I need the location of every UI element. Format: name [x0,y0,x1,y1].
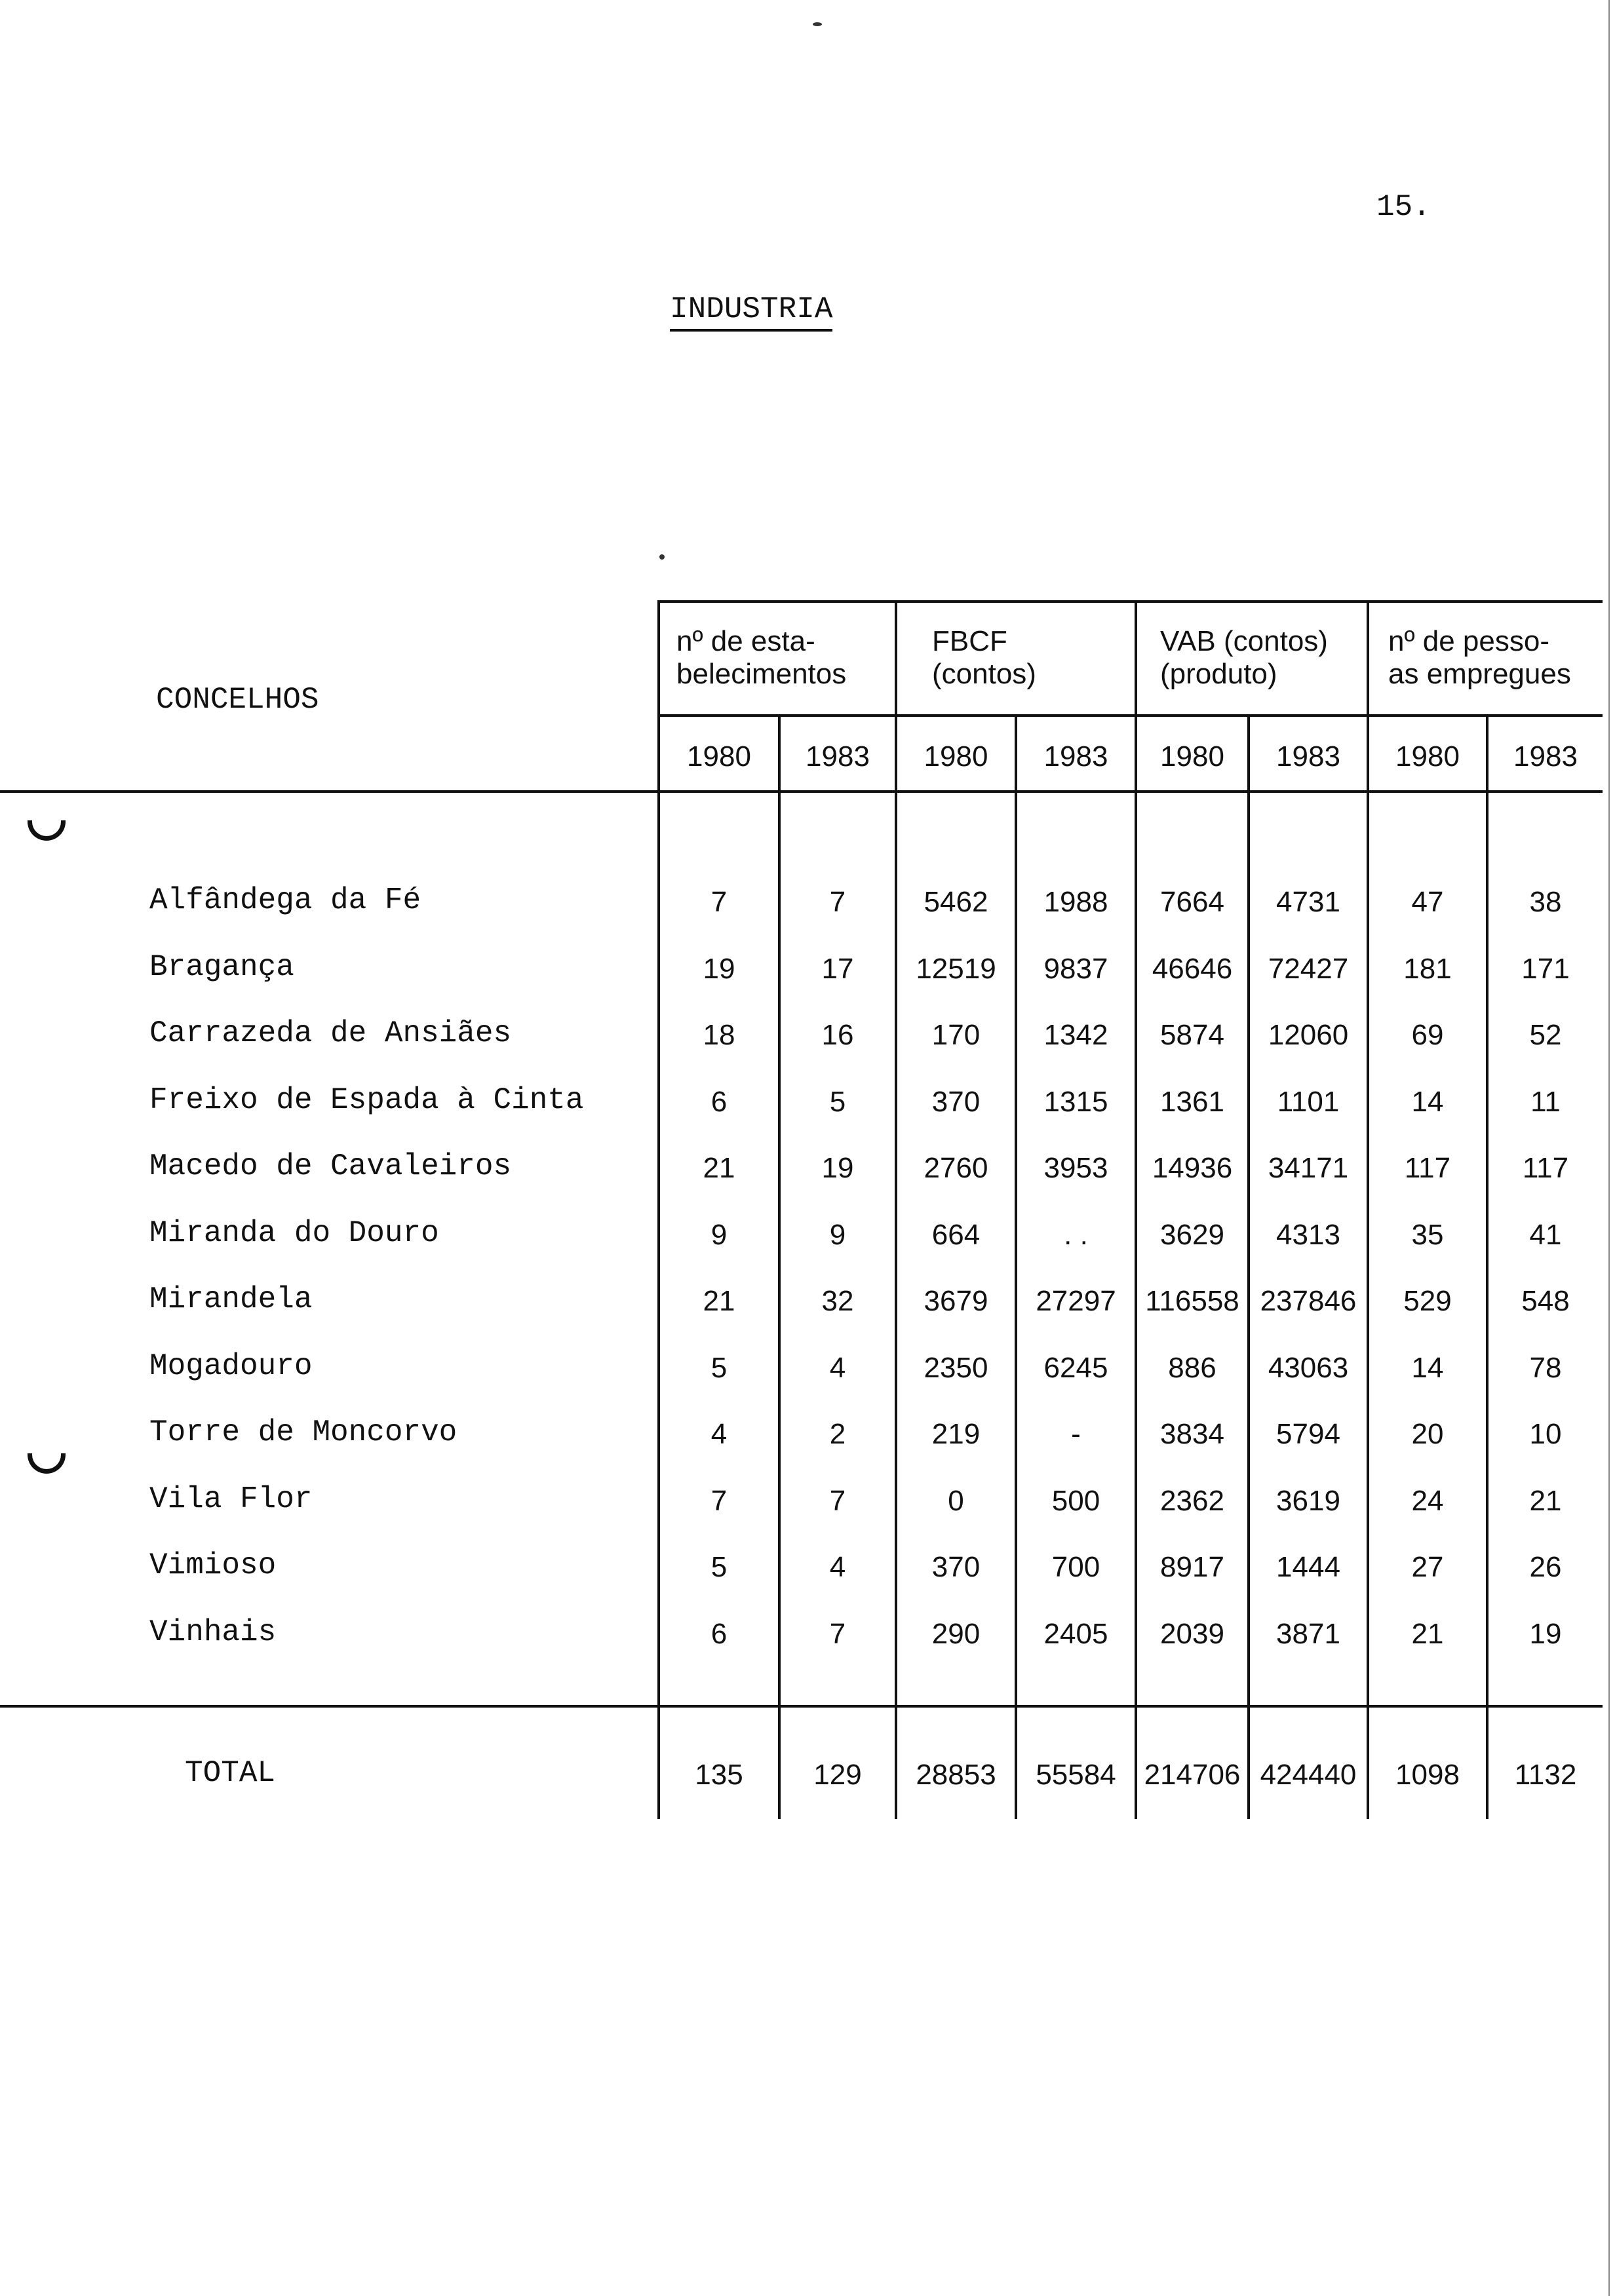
table-cell: 43063 [1268,1352,1349,1384]
year-header: 1980 [1160,740,1224,773]
table-cell: 5794 [1276,1418,1340,1450]
table-cell: 20 [1411,1418,1444,1450]
table-cell: 7 [829,1485,846,1517]
table-cell: 27 [1411,1551,1444,1583]
table-cell: 19 [703,953,735,985]
table-cell: 26 [1529,1551,1562,1583]
total-cell: 214706 [1144,1759,1241,1791]
table-cell: 35 [1411,1219,1444,1251]
col-rule [1247,714,1250,1819]
speck [659,554,665,560]
table-cell: 2350 [924,1352,988,1384]
table-cell: 1315 [1043,1086,1108,1118]
group-header-line2: (produto) [1160,658,1277,690]
table-cell: 69 [1411,1019,1444,1051]
total-cell: 55584 [1036,1759,1116,1791]
table-cell: 3619 [1276,1485,1340,1517]
concelho-name: Miranda do Douro [149,1216,439,1250]
table-cell: 21 [703,1285,735,1317]
table-cell: 21 [1529,1485,1562,1517]
year-header: 1983 [1513,740,1578,773]
table-cell: 6 [710,1086,728,1118]
table-cell: 1342 [1043,1019,1108,1051]
year-header: 1980 [687,740,751,773]
table-cell: 3629 [1160,1219,1224,1251]
table-cell: 17 [821,953,854,985]
table-cell: 7 [710,886,728,918]
group-header-line1: VAB (contos) [1160,625,1328,657]
total-cell: 424440 [1260,1759,1357,1791]
table-cell: 3953 [1043,1152,1108,1184]
table-cell: 12060 [1268,1019,1349,1051]
table-cell: 886 [1168,1352,1216,1384]
table-cell: 8917 [1160,1551,1224,1583]
table-cell: 4731 [1276,886,1340,918]
table-cell: 219 [931,1418,981,1450]
table-cell: 5 [829,1086,846,1118]
total-cell: 135 [695,1759,743,1791]
table-cell: 19 [821,1152,854,1184]
table-cell: 117 [1404,1152,1451,1184]
table-cell: 529 [1403,1285,1452,1317]
table-cell: 2039 [1160,1618,1224,1650]
group-header-line2: as empregues [1388,658,1571,690]
table-cell: 7 [829,886,846,918]
concelho-name: Torre de Moncorvo [149,1415,457,1449]
table-cell: 24 [1411,1485,1444,1517]
table-cell: 4 [829,1551,846,1583]
total-cell: 129 [813,1759,862,1791]
total-cell: 28853 [916,1759,996,1791]
speck [813,22,822,26]
right-edge-line [1608,0,1610,2296]
table-cell: 4 [829,1352,846,1384]
table-cell: 47 [1411,886,1444,918]
table-cell: 7 [829,1618,846,1650]
group-header-line1: FBCF [932,625,1007,657]
col-rule [1015,714,1017,1819]
table-cell: 14936 [1152,1152,1233,1184]
table-cell: 3679 [924,1285,988,1317]
table-cell: 116558 [1145,1285,1239,1317]
concelho-name: Carrazeda de Ansiães [149,1016,512,1050]
page-title: INDUSTRIA [670,292,832,332]
punch-mark-bottom [28,1453,66,1474]
table-cell: 1988 [1043,886,1108,918]
table-cell: 32 [821,1285,854,1317]
table-cell: 370 [931,1086,981,1118]
table-cell: 9 [829,1219,846,1251]
table-cell: 10 [1529,1418,1562,1450]
group-header-estabelecimentos [676,625,846,691]
table-cell: 2 [829,1418,846,1450]
table-cell: 72427 [1268,953,1349,985]
table-cell: 5874 [1160,1019,1224,1051]
group-header-line1: nº de esta- [676,625,815,657]
concelho-name: Vimioso [149,1548,277,1582]
header-mid-rule [657,714,1603,717]
table-cell: 46646 [1152,953,1233,985]
table-cell: 5462 [924,886,988,918]
table-cell: 18 [703,1019,735,1051]
table-cell: 5 [710,1551,728,1583]
group-header-line1: nº de pesso- [1388,625,1549,657]
table-cell: 500 [1051,1485,1100,1517]
table-cell: 2405 [1043,1618,1108,1650]
table-cell: 548 [1521,1285,1570,1317]
table-cell: 14 [1411,1086,1444,1118]
column-header-concelhos: CONCELHOS [156,683,319,717]
concelho-name: Macedo de Cavaleiros [149,1149,512,1183]
concelho-name: Freixo de Espada à Cinta [149,1083,584,1117]
year-header: 1983 [806,740,870,773]
table-cell: 370 [931,1551,981,1583]
table-cell: 1361 [1160,1086,1224,1118]
concelho-name: Vila Flor [149,1482,313,1516]
table-cell: 2760 [924,1152,988,1184]
table-cell: 2362 [1160,1485,1224,1517]
table-cell: . . [1064,1219,1088,1251]
total-cell: 1098 [1395,1759,1460,1791]
table-cell: 237846 [1260,1285,1357,1317]
table-cell: 1444 [1276,1551,1340,1583]
table-top-rule [657,600,1603,603]
table-cell: 34171 [1268,1152,1349,1184]
concelho-name: Bragança [149,950,294,984]
table-cell: 4313 [1276,1219,1340,1251]
table-cell: 9837 [1043,953,1108,985]
group-header-vab [1160,625,1328,691]
table-cell: 171 [1521,953,1570,985]
group-header-line2: belecimentos [676,658,847,690]
group-header-pessoas [1388,625,1571,691]
concelho-name: Mirandela [149,1282,313,1316]
table-cell: 19 [1529,1618,1562,1650]
table-cell: 3834 [1160,1418,1224,1450]
table-cell: 290 [931,1618,981,1650]
table-cell: 170 [931,1019,981,1051]
page-number: 15. [1376,190,1431,224]
year-header: 1980 [924,740,988,773]
table-cell: 16 [821,1019,854,1051]
concelho-name: Vinhais [149,1615,277,1649]
concelho-name: Alfândega da Fé [149,883,421,917]
total-top-rule [0,1705,1603,1708]
year-header: 1983 [1276,740,1340,773]
table-cell: 52 [1529,1019,1562,1051]
table-cell: 11 [1530,1086,1561,1118]
table-cell: 181 [1403,953,1452,985]
col-rule [1486,714,1489,1819]
year-header: 1980 [1395,740,1460,773]
group-header-line2: (contos) [932,658,1036,690]
table-cell: - [1071,1418,1081,1450]
table-cell: 117 [1522,1152,1569,1184]
table-cell: 12519 [916,953,996,985]
table-cell: 41 [1529,1219,1562,1251]
total-label: TOTAL [185,1756,276,1790]
concelho-name: Mogadouro [149,1349,313,1383]
table-cell: 21 [1411,1618,1444,1650]
table-cell: 9 [710,1219,728,1251]
table-cell: 700 [1051,1551,1100,1583]
table-cell: 6 [710,1618,728,1650]
total-cell: 1132 [1514,1759,1577,1791]
col-rule [778,714,781,1819]
year-header: 1983 [1043,740,1108,773]
table-cell: 5 [710,1352,728,1384]
table-cell: 7664 [1160,886,1224,918]
punch-mark-top [28,820,66,841]
table-cell: 664 [931,1219,981,1251]
table-cell: 6245 [1043,1352,1108,1384]
table-cell: 38 [1529,886,1562,918]
table-cell: 3871 [1276,1618,1340,1650]
group-header-fbcf [932,625,1036,691]
table-cell: 1101 [1277,1086,1340,1118]
table-cell: 14 [1411,1352,1444,1384]
table-cell: 27297 [1036,1285,1116,1317]
table-cell: 21 [703,1152,735,1184]
header-bottom-rule [0,790,1603,793]
table-cell: 0 [948,1485,964,1517]
table-cell: 78 [1529,1352,1562,1384]
table-cell: 7 [710,1485,728,1517]
table-cell: 4 [710,1418,728,1450]
